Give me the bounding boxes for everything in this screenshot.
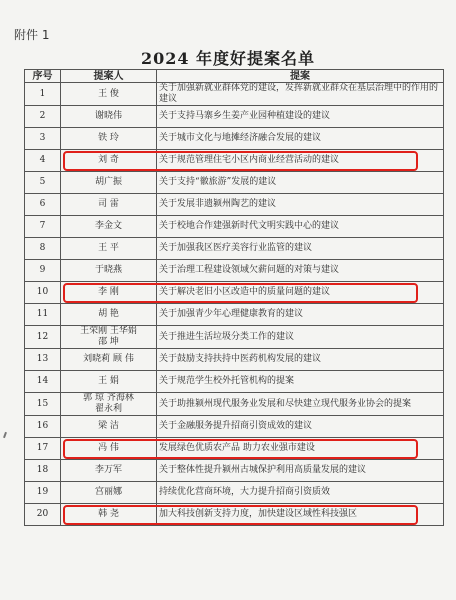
table-row bbox=[25, 371, 444, 393]
row-proposal: 关于规范管理住宅小区内商业经营活动的建议 bbox=[157, 150, 444, 172]
row-proposer: 郭 琼 齐海林 翟永利 bbox=[61, 393, 157, 416]
row-proposal: 关于整体性提升颍州古城保护利用高质量发展的建议 bbox=[157, 460, 444, 482]
attachment-label: 附件 1 bbox=[14, 28, 50, 42]
row-no: 8 bbox=[25, 238, 61, 260]
row-proposal: 关于支持马寨乡生姜产业园种植建设的建议 bbox=[157, 106, 444, 128]
row-proposer: 王荣刚 王华娟 邵 坤 bbox=[61, 326, 157, 349]
row-no: 11 bbox=[25, 304, 61, 326]
row-no: 17 bbox=[25, 438, 61, 460]
row-no: 9 bbox=[25, 260, 61, 282]
table-row bbox=[25, 349, 444, 371]
row-proposer: 铁 玲 bbox=[61, 128, 157, 150]
row-no: 10 bbox=[25, 282, 61, 304]
row-proposal: 关于鼓励支持扶持中医药机构发展的建议 bbox=[157, 349, 444, 371]
row-no: 14 bbox=[25, 371, 61, 393]
table-header-row bbox=[25, 70, 444, 83]
table-row bbox=[25, 482, 444, 504]
row-proposer: 胡广振 bbox=[61, 172, 157, 194]
row-proposal: 关于校地合作建强新时代文明实践中心的建议 bbox=[157, 216, 444, 238]
row-proposal: 关于治理工程建设领域欠薪问题的对策与建议 bbox=[157, 260, 444, 282]
row-proposal: 关于支持“徽旅游”发展的建议 bbox=[157, 172, 444, 194]
table-body bbox=[25, 83, 444, 526]
row-proposal: 关于助推颍州现代服务业发展和尽快建立现代服务业协会的提案 bbox=[157, 393, 444, 416]
row-proposal: 加大科技创新支持力度，加快建设区域性科技强区 bbox=[157, 504, 444, 526]
page-title: 2024 年度好提案名单 bbox=[140, 49, 316, 68]
row-proposer: 于晓燕 bbox=[61, 260, 157, 282]
table-row bbox=[25, 128, 444, 150]
row-proposal: 关于金融服务提升招商引资成效的建议 bbox=[157, 416, 444, 438]
row-no: 15 bbox=[25, 393, 61, 416]
row-proposer: 李金文 bbox=[61, 216, 157, 238]
row-proposer: 刘晓莉 顾 伟 bbox=[61, 349, 157, 371]
row-no: 18 bbox=[25, 460, 61, 482]
table-row bbox=[25, 194, 444, 216]
row-no: 19 bbox=[25, 482, 61, 504]
row-no: 7 bbox=[25, 216, 61, 238]
table-row bbox=[25, 304, 444, 326]
row-proposal: 关于规范学生校外托管机构的提案 bbox=[157, 371, 444, 393]
row-no: 6 bbox=[25, 194, 61, 216]
row-proposer: 李万军 bbox=[61, 460, 157, 482]
table-row bbox=[25, 83, 444, 106]
header-no: 序号 bbox=[25, 70, 61, 83]
row-proposer: 宫丽娜 bbox=[61, 482, 157, 504]
row-no: 20 bbox=[25, 504, 61, 526]
row-no: 5 bbox=[25, 172, 61, 194]
proposal-table bbox=[24, 69, 444, 526]
row-proposer: 梁 洁 bbox=[61, 416, 157, 438]
row-no: 2 bbox=[25, 106, 61, 128]
scan-mark bbox=[3, 432, 7, 438]
row-proposer: 胡 艳 bbox=[61, 304, 157, 326]
row-proposer: 王 俊 bbox=[61, 83, 157, 106]
table-row bbox=[25, 238, 444, 260]
row-proposal: 关于城市文化与地摊经济融合发展的建议 bbox=[157, 128, 444, 150]
table-row bbox=[25, 260, 444, 282]
row-proposal: 关于解决老旧小区改造中的质量问题的建议 bbox=[157, 282, 444, 304]
table-row bbox=[25, 326, 444, 349]
table-row bbox=[25, 504, 444, 526]
row-proposer: 李 刚 bbox=[61, 282, 157, 304]
row-proposal: 关于发展非遗颍州陶艺的建议 bbox=[157, 194, 444, 216]
row-proposer: 王 娟 bbox=[61, 371, 157, 393]
row-no: 16 bbox=[25, 416, 61, 438]
table-row bbox=[25, 172, 444, 194]
row-no: 4 bbox=[25, 150, 61, 172]
table-row bbox=[25, 150, 444, 172]
row-proposal: 持续优化营商环境，大力提升招商引资质效 bbox=[157, 482, 444, 504]
row-proposer: 谢晓伟 bbox=[61, 106, 157, 128]
row-proposal: 关于加强新就业群体党的建设，发挥新就业群众在基层治理中的作用的建议 bbox=[157, 83, 444, 106]
table-row bbox=[25, 393, 444, 416]
table-row bbox=[25, 460, 444, 482]
table-row bbox=[25, 438, 444, 460]
row-proposal: 关于加强我区医疗美容行业监管的建议 bbox=[157, 238, 444, 260]
table-row bbox=[25, 282, 444, 304]
row-no: 1 bbox=[25, 83, 61, 106]
table-row bbox=[25, 106, 444, 128]
row-proposer: 刘 奇 bbox=[61, 150, 157, 172]
row-proposer: 韩 尧 bbox=[61, 504, 157, 526]
row-proposal: 关于加强青少年心理健康教育的建议 bbox=[157, 304, 444, 326]
row-no: 3 bbox=[25, 128, 61, 150]
row-proposal: 关于推进生活垃圾分类工作的建议 bbox=[157, 326, 444, 349]
row-proposer: 司 雷 bbox=[61, 194, 157, 216]
row-no: 12 bbox=[25, 326, 61, 349]
header-proposer: 提案人 bbox=[61, 70, 157, 83]
row-proposer: 王 平 bbox=[61, 238, 157, 260]
row-proposal: 发展绿色优质农产品 助力农业强市建设 bbox=[157, 438, 444, 460]
table-row bbox=[25, 416, 444, 438]
table-row bbox=[25, 216, 444, 238]
row-proposer: 冯 伟 bbox=[61, 438, 157, 460]
header-proposal: 提案 bbox=[157, 70, 444, 83]
row-no: 13 bbox=[25, 349, 61, 371]
